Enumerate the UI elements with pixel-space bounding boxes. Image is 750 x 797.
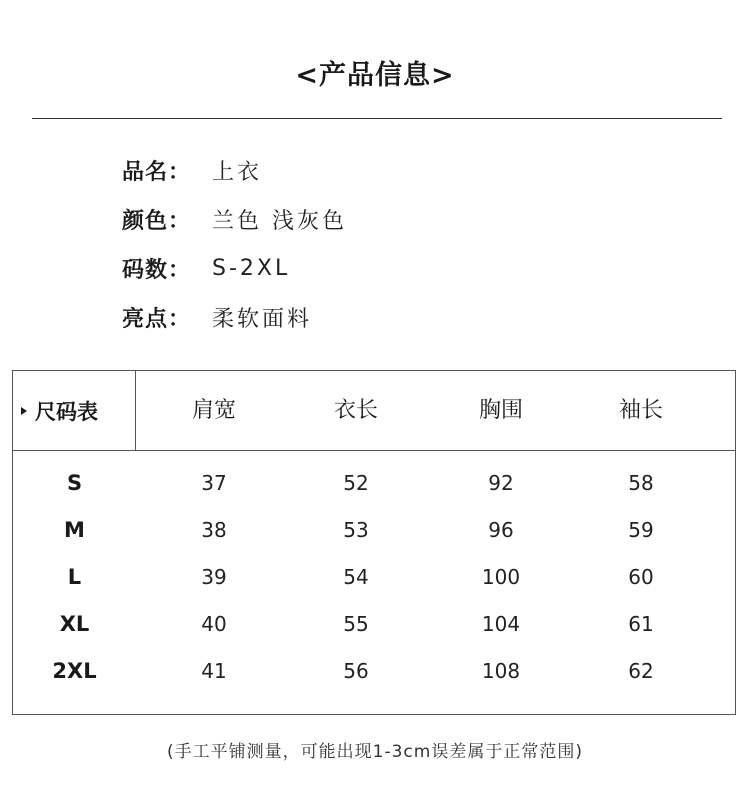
title-divider [32, 118, 722, 119]
table-cell: 59 [628, 518, 654, 542]
size-label: M [64, 518, 85, 542]
table-cell: 39 [201, 565, 227, 589]
table-cell: 61 [628, 612, 654, 636]
table-cell: 53 [343, 518, 369, 542]
table-cell: 40 [201, 612, 227, 636]
size-label: 2XL [52, 659, 97, 683]
table-cell: 41 [201, 659, 227, 683]
table-cell: 52 [343, 471, 369, 495]
table-row [13, 601, 735, 648]
info-value: S-2XL [212, 256, 291, 281]
table-cell: 55 [343, 612, 369, 636]
table-row [13, 460, 735, 507]
table-cell: 92 [488, 471, 514, 495]
table-cell: 54 [343, 565, 369, 589]
table-cell: 37 [201, 471, 227, 495]
table-cell: 62 [628, 659, 654, 683]
info-label: 品名： [122, 160, 192, 185]
table-cell: 58 [628, 471, 654, 495]
table-cell: 100 [481, 565, 521, 589]
info-row-size [122, 244, 347, 293]
column-header-length: 衣长 [333, 398, 378, 423]
info-label: 亮点： [122, 307, 192, 332]
size-label: S [66, 471, 83, 495]
column-header-sleeve: 袖长 [618, 398, 663, 423]
table-corner [13, 371, 136, 450]
table-cell: 60 [628, 565, 654, 589]
size-label: XL [59, 612, 90, 636]
info-row-color [122, 195, 347, 244]
table-row [13, 507, 735, 554]
column-header-shoulder: 肩宽 [191, 398, 236, 423]
info-value: 上衣 [212, 160, 263, 185]
size-label: L [67, 565, 82, 589]
info-value: 柔软面料 [212, 307, 313, 332]
info-label: 颜色： [122, 209, 192, 234]
table-row [13, 554, 735, 601]
size-chart-label: 尺码表 [35, 399, 98, 424]
measurement-note: (手工平铺测量，可能出现1-3cm误差属于正常范围) [167, 742, 583, 762]
table-header [13, 371, 735, 451]
table-cell: 104 [481, 612, 521, 636]
info-value: 兰色 浅灰色 [212, 209, 347, 234]
table-cell: 38 [201, 518, 227, 542]
table-row [13, 648, 735, 695]
info-row-name [122, 146, 347, 195]
column-header-chest: 胸围 [478, 398, 523, 423]
page-title: <产品信息> [295, 60, 455, 91]
info-row-highlight [122, 293, 347, 342]
table-cell: 56 [343, 659, 369, 683]
triangle-right-icon [21, 407, 27, 415]
product-info [122, 146, 347, 342]
size-chart-table [12, 370, 736, 715]
info-label: 码数： [122, 258, 192, 283]
table-cell: 108 [481, 659, 521, 683]
table-cell: 96 [488, 518, 514, 542]
